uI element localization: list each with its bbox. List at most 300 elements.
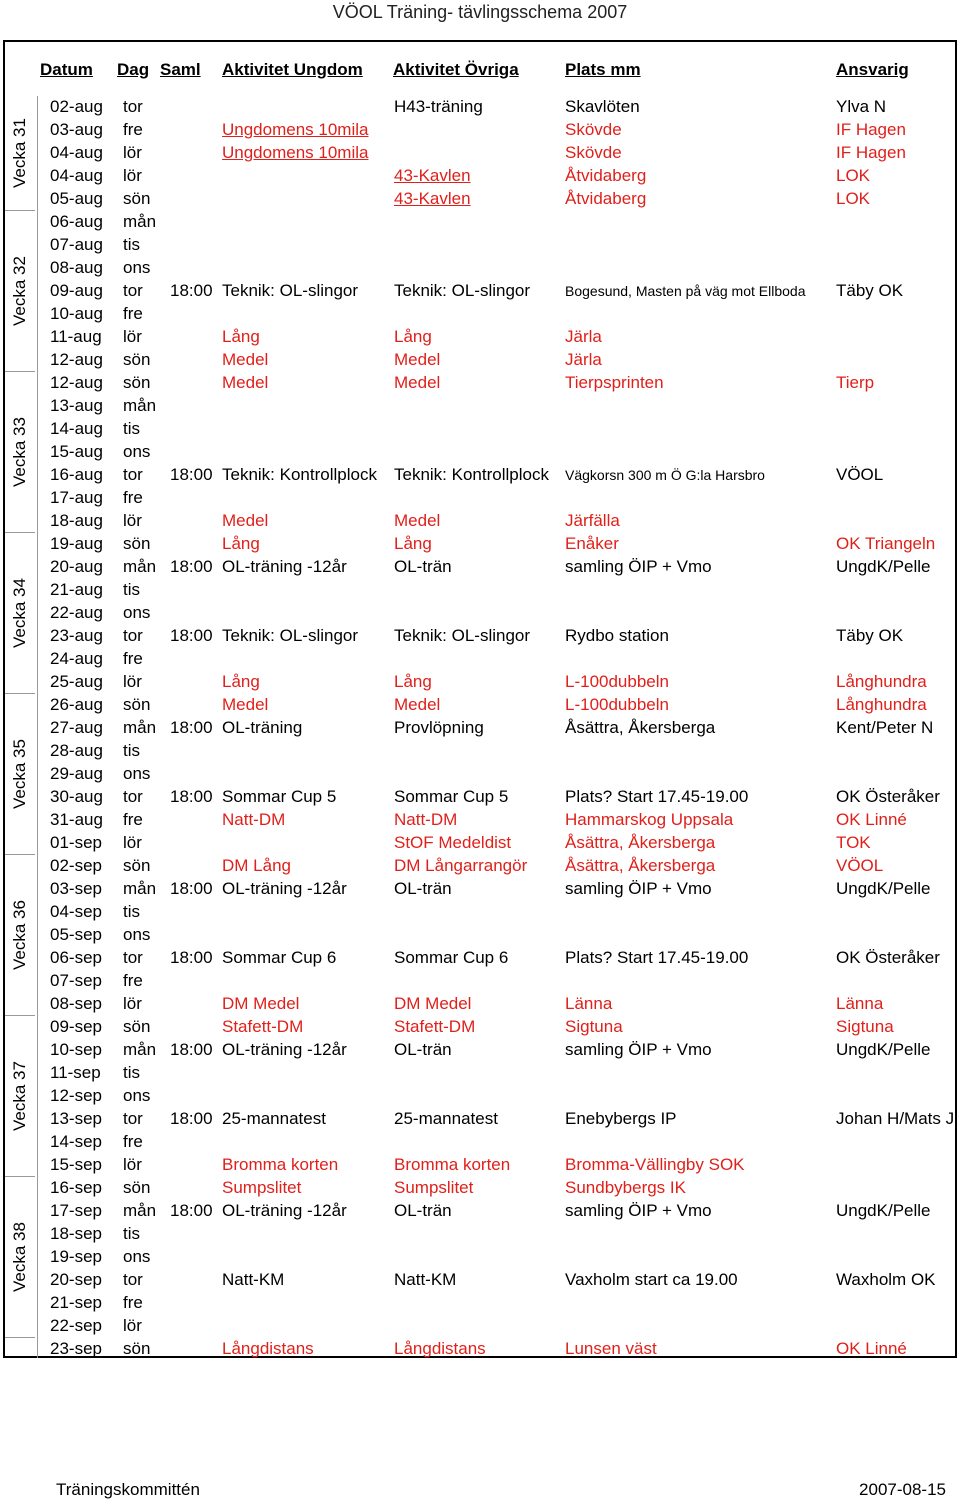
- cell-ansvarig: IF Hagen: [836, 143, 906, 162]
- week-label: Vecka 34: [10, 578, 29, 648]
- cell-dag: tis: [123, 1224, 140, 1243]
- cell-ansvarig: OK Linné: [836, 810, 907, 829]
- cell-plats: Järla: [565, 350, 602, 369]
- cell-datum: 17-aug: [50, 488, 103, 507]
- cell-dag: tor: [123, 787, 143, 806]
- cell-datum: 28-aug: [50, 741, 103, 760]
- table-row: [40, 533, 956, 556]
- cell-aktivitet-ovriga: Teknik: Kontrollplock: [394, 465, 549, 484]
- cell-datum: 22-aug: [50, 603, 103, 622]
- cell-dag: tis: [123, 741, 140, 760]
- table-row: [40, 556, 956, 579]
- table-row: [40, 855, 956, 878]
- table-row: [40, 188, 956, 211]
- cell-dag: lör: [123, 1155, 142, 1174]
- cell-dag: lör: [123, 672, 142, 691]
- cell-datum: 12-aug: [50, 373, 103, 392]
- cell-aktivitet-ovriga: 25-mannatest: [394, 1109, 498, 1128]
- cell-datum: 05-aug: [50, 189, 103, 208]
- cell-dag: sön: [123, 695, 151, 714]
- cell-ansvarig: OK Österåker: [836, 948, 940, 967]
- cell-aktivitet-ungdom: Natt-KM: [222, 1270, 285, 1289]
- cell-datum: 01-sep: [50, 833, 102, 852]
- cell-plats: Vaxholm start ca 19.00: [565, 1270, 738, 1289]
- cell-datum: 13-aug: [50, 396, 103, 415]
- cell-dag: tor: [123, 97, 143, 116]
- cell-plats: Plats? Start 17.45-19.00: [565, 787, 749, 806]
- cell-aktivitet-ungdom: OL-träning -12år: [222, 1040, 347, 1059]
- cell-saml: 18:00: [170, 281, 213, 300]
- cell-aktivitet-ovriga: Lång: [394, 672, 432, 691]
- cell-aktivitet-ungdom: Ungdomens 10mila: [222, 143, 369, 162]
- cell-dag: fre: [123, 810, 143, 829]
- cell-aktivitet-ovriga: 43-Kavlen: [394, 189, 471, 208]
- week-label: Vecka 38: [10, 1222, 29, 1292]
- cell-datum: 10-sep: [50, 1040, 102, 1059]
- table-row: [40, 1223, 956, 1246]
- cell-datum: 02-sep: [50, 856, 102, 875]
- cell-saml: 18:00: [170, 948, 213, 967]
- cell-datum: 24-aug: [50, 649, 103, 668]
- cell-saml: 18:00: [170, 879, 213, 898]
- table-row: [40, 510, 956, 533]
- cell-saml: 18:00: [170, 557, 213, 576]
- cell-dag: sön: [123, 189, 151, 208]
- cell-aktivitet-ovriga: Sumpslitet: [394, 1178, 474, 1197]
- cell-dag: sön: [123, 1339, 151, 1358]
- cell-dag: lör: [123, 1316, 142, 1335]
- table-row: [40, 924, 956, 947]
- cell-plats: L-100dubbeln: [565, 672, 669, 691]
- cell-aktivitet-ovriga: Teknik: OL-slingor: [394, 626, 531, 645]
- cell-plats: Plats? Start 17.45-19.00: [565, 948, 749, 967]
- cell-aktivitet-ungdom: Lång: [222, 327, 260, 346]
- cell-dag: lör: [123, 143, 142, 162]
- cell-datum: 04-aug: [50, 166, 103, 185]
- cell-datum: 03-aug: [50, 120, 103, 139]
- cell-datum: 22-sep: [50, 1316, 102, 1335]
- table-row: [40, 1292, 956, 1315]
- cell-dag: tis: [123, 902, 140, 921]
- cell-datum: 18-aug: [50, 511, 103, 530]
- cell-plats: Enebybergs IP: [565, 1109, 677, 1128]
- table-row: [40, 1108, 956, 1131]
- cell-datum: 09-aug: [50, 281, 103, 300]
- cell-datum: 14-aug: [50, 419, 103, 438]
- cell-aktivitet-ungdom: Sommar Cup 6: [222, 948, 337, 967]
- cell-plats: Järla: [565, 327, 602, 346]
- week-block: [5, 1016, 35, 1177]
- cell-aktivitet-ovriga: Medel: [394, 511, 441, 530]
- cell-aktivitet-ovriga: Natt-KM: [394, 1270, 457, 1289]
- cell-ansvarig: Länna: [836, 994, 884, 1013]
- cell-ansvarig: Långhundra: [836, 672, 927, 691]
- cell-plats: Skövde: [565, 120, 622, 139]
- cell-aktivitet-ungdom: 25-mannatest: [222, 1109, 326, 1128]
- cell-datum: 15-sep: [50, 1155, 102, 1174]
- table-row: [40, 717, 956, 740]
- cell-plats: Rydbo station: [565, 626, 669, 645]
- table-header: [40, 56, 956, 84]
- cell-dag: fre: [123, 1293, 143, 1312]
- cell-datum: 21-sep: [50, 1293, 102, 1312]
- cell-ansvarig: Kent/Peter N: [836, 718, 934, 737]
- cell-ansvarig: Johan H/Mats J: [836, 1109, 955, 1128]
- cell-aktivitet-ungdom: Natt-DM: [222, 810, 286, 829]
- table-row: [40, 625, 956, 648]
- cell-datum: 08-sep: [50, 994, 102, 1013]
- cell-plats: Sigtuna: [565, 1017, 623, 1036]
- cell-plats: Åsättra, Åkersberga: [565, 833, 716, 852]
- cell-aktivitet-ungdom: OL-träning -12år: [222, 557, 347, 576]
- cell-datum: 14-sep: [50, 1132, 102, 1151]
- cell-dag: fre: [123, 120, 143, 139]
- cell-aktivitet-ovriga: Lång: [394, 534, 432, 553]
- cell-dag: fre: [123, 488, 143, 507]
- cell-dag: sön: [123, 1017, 151, 1036]
- cell-aktivitet-ungdom: DM Medel: [222, 994, 300, 1013]
- cell-ansvarig: Waxholm OK: [836, 1270, 936, 1289]
- cell-saml: 18:00: [170, 718, 213, 737]
- cell-aktivitet-ungdom: Teknik: Kontrollplock: [222, 465, 377, 484]
- week-label: Vecka 35: [10, 739, 29, 809]
- cell-dag: ons: [123, 925, 151, 944]
- table-row: [40, 119, 956, 142]
- cell-datum: 23-sep: [50, 1339, 102, 1358]
- cell-datum: 29-aug: [50, 764, 103, 783]
- cell-aktivitet-ovriga: Teknik: OL-slingor: [394, 281, 531, 300]
- cell-datum: 16-sep: [50, 1178, 102, 1197]
- table-row: [40, 326, 956, 349]
- cell-plats: Sundbybergs IK: [565, 1178, 686, 1197]
- cell-datum: 18-sep: [50, 1224, 102, 1243]
- table-row: [40, 970, 956, 993]
- cell-datum: 30-aug: [50, 787, 103, 806]
- table-row: [40, 947, 956, 970]
- header-plats: Plats mm: [565, 60, 641, 79]
- cell-aktivitet-ovriga: Medel: [394, 350, 441, 369]
- table-row: [40, 418, 956, 441]
- cell-saml: 18:00: [170, 1109, 213, 1128]
- cell-plats: Åtvidaberg: [565, 166, 647, 185]
- cell-plats: samling ÖIP + Vmo: [565, 1040, 712, 1059]
- cell-aktivitet-ovriga: Natt-DM: [394, 810, 458, 829]
- schedule-rows: [40, 96, 956, 1361]
- cell-aktivitet-ovriga: Provlöpning: [394, 718, 484, 737]
- cell-plats: Hammarskog Uppsala: [565, 810, 734, 829]
- cell-dag: mån: [123, 212, 157, 231]
- cell-aktivitet-ovriga: StOF Medeldist: [394, 833, 512, 852]
- header-ansvarig: Ansvarig: [836, 60, 909, 79]
- cell-datum: 06-aug: [50, 212, 103, 231]
- table-row: [40, 901, 956, 924]
- cell-plats: Skövde: [565, 143, 622, 162]
- cell-dag: sön: [123, 373, 151, 392]
- table-row: [40, 809, 956, 832]
- week-block: [5, 694, 35, 855]
- table-row: [40, 648, 956, 671]
- cell-aktivitet-ungdom: OL-träning -12år: [222, 879, 347, 898]
- cell-dag: tis: [123, 235, 140, 254]
- cell-ansvarig: OK Linné: [836, 1339, 907, 1358]
- cell-datum: 21-aug: [50, 580, 103, 599]
- cell-ansvarig: LOK: [836, 189, 871, 208]
- cell-dag: ons: [123, 603, 151, 622]
- table-row: [40, 211, 956, 234]
- table-row: [40, 1315, 956, 1338]
- cell-datum: 16-aug: [50, 465, 103, 484]
- cell-datum: 09-sep: [50, 1017, 102, 1036]
- table-row: [40, 602, 956, 625]
- cell-aktivitet-ungdom: Bromma korten: [222, 1155, 339, 1174]
- table-row: [40, 1246, 956, 1269]
- cell-datum: 08-aug: [50, 258, 103, 277]
- cell-dag: ons: [123, 442, 151, 461]
- cell-ansvarig: VÖOL: [836, 856, 884, 875]
- week-block: [5, 372, 35, 533]
- cell-aktivitet-ungdom: Sommar Cup 5: [222, 787, 337, 806]
- cell-aktivitet-ungdom: Teknik: OL-slingor: [222, 626, 359, 645]
- cell-dag: lör: [123, 994, 142, 1013]
- table-row: [40, 303, 956, 326]
- cell-datum: 02-aug: [50, 97, 103, 116]
- cell-datum: 19-aug: [50, 534, 103, 553]
- cell-datum: 04-aug: [50, 143, 103, 162]
- table-row: [40, 1338, 956, 1361]
- cell-plats: Skavlöten: [565, 97, 640, 116]
- table-row: [40, 1177, 956, 1200]
- table-row: [40, 1016, 956, 1039]
- cell-datum: 06-sep: [50, 948, 102, 967]
- cell-aktivitet-ovriga: OL-trän: [394, 1040, 452, 1059]
- cell-aktivitet-ungdom: Medel: [222, 695, 269, 714]
- table-row: [40, 395, 956, 418]
- table-row: [40, 740, 956, 763]
- cell-datum: 12-sep: [50, 1086, 102, 1105]
- table-row: [40, 1200, 956, 1223]
- cell-datum: 13-sep: [50, 1109, 102, 1128]
- cell-datum: 31-aug: [50, 810, 103, 829]
- cell-datum: 05-sep: [50, 925, 102, 944]
- cell-aktivitet-ovriga: Medel: [394, 373, 441, 392]
- cell-dag: tor: [123, 465, 143, 484]
- cell-dag: lör: [123, 166, 142, 185]
- cell-plats: Tierpsprinten: [565, 373, 664, 392]
- header-dag: Dag: [117, 60, 150, 79]
- week-label: Vecka 31: [10, 118, 29, 188]
- cell-dag: ons: [123, 258, 151, 277]
- cell-dag: lör: [123, 511, 142, 530]
- cell-ansvarig: LOK: [836, 166, 871, 185]
- cell-aktivitet-ovriga: 43-Kavlen: [394, 166, 471, 185]
- header-aktivitet-ungdom: Aktivitet Ungdom: [222, 60, 363, 79]
- table-row: [40, 142, 956, 165]
- cell-plats: Bromma-Vällingby SOK: [565, 1155, 745, 1174]
- cell-dag: ons: [123, 1086, 151, 1105]
- cell-aktivitet-ovriga: Medel: [394, 695, 441, 714]
- cell-aktivitet-ovriga: DM Långarrangör: [394, 856, 528, 875]
- week-label: Vecka 33: [10, 417, 29, 487]
- cell-dag: mån: [123, 557, 157, 576]
- table-row: [40, 993, 956, 1016]
- cell-aktivitet-ovriga: Lång: [394, 327, 432, 346]
- week-block: [5, 533, 35, 694]
- week-column-divider: [37, 96, 38, 1358]
- cell-saml: 18:00: [170, 787, 213, 806]
- week-block: [5, 1177, 35, 1338]
- cell-aktivitet-ungdom: Medel: [222, 373, 269, 392]
- cell-aktivitet-ovriga: H43-träning: [394, 97, 483, 116]
- cell-plats: Åtvidaberg: [565, 189, 647, 208]
- cell-ansvarig: UngdK/Pelle: [836, 557, 931, 576]
- cell-aktivitet-ungdom: OL-träning -12år: [222, 1201, 347, 1220]
- cell-aktivitet-ungdom: Sumpslitet: [222, 1178, 302, 1197]
- cell-ansvarig: Täby OK: [836, 281, 904, 300]
- table-row: [40, 878, 956, 901]
- table-row: [40, 96, 956, 119]
- cell-aktivitet-ungdom: Långdistans: [222, 1339, 314, 1358]
- cell-plats: Åsättra, Åkersberga: [565, 718, 716, 737]
- table-row: [40, 832, 956, 855]
- cell-datum: 10-aug: [50, 304, 103, 323]
- cell-aktivitet-ovriga: Sommar Cup 6: [394, 948, 509, 967]
- cell-datum: 15-aug: [50, 442, 103, 461]
- cell-datum: 25-aug: [50, 672, 103, 691]
- cell-dag: sön: [123, 856, 151, 875]
- week-block: [5, 211, 35, 372]
- table-row: [40, 349, 956, 372]
- cell-plats: samling ÖIP + Vmo: [565, 1201, 712, 1220]
- table-row: [40, 763, 956, 786]
- cell-aktivitet-ovriga: OL-trän: [394, 879, 452, 898]
- cell-dag: fre: [123, 1132, 143, 1151]
- cell-dag: sön: [123, 350, 151, 369]
- cell-dag: fre: [123, 304, 143, 323]
- cell-dag: tor: [123, 281, 143, 300]
- week-label: Vecka 32: [10, 256, 29, 326]
- cell-datum: 03-sep: [50, 879, 102, 898]
- table-row: [40, 1085, 956, 1108]
- cell-datum: 11-sep: [50, 1063, 101, 1082]
- cell-dag: fre: [123, 649, 143, 668]
- cell-datum: 27-aug: [50, 718, 103, 737]
- table-row: [40, 1269, 956, 1292]
- cell-plats: Lunsen väst: [565, 1339, 657, 1358]
- cell-aktivitet-ovriga: Långdistans: [394, 1339, 486, 1358]
- cell-plats: Enåker: [565, 534, 619, 553]
- table-row: [40, 234, 956, 257]
- cell-ansvarig: UngdK/Pelle: [836, 879, 931, 898]
- cell-datum: 11-aug: [50, 327, 102, 346]
- cell-dag: lör: [123, 327, 142, 346]
- cell-ansvarig: Sigtuna: [836, 1017, 894, 1036]
- cell-datum: 04-sep: [50, 902, 102, 921]
- cell-ansvarig: Täby OK: [836, 626, 904, 645]
- table-row: [40, 694, 956, 717]
- footer-date: 2007-08-15: [859, 1480, 946, 1499]
- cell-dag: sön: [123, 1178, 151, 1197]
- cell-ansvarig: OK Österåker: [836, 787, 940, 806]
- cell-aktivitet-ungdom: OL-träning: [222, 718, 303, 737]
- cell-ansvarig: UngdK/Pelle: [836, 1201, 931, 1220]
- cell-ansvarig: Långhundra: [836, 695, 927, 714]
- cell-aktivitet-ovriga: Stafett-DM: [394, 1017, 476, 1036]
- cell-dag: fre: [123, 971, 143, 990]
- week-block: [5, 96, 35, 211]
- table-row: [40, 487, 956, 510]
- cell-datum: 20-aug: [50, 557, 103, 576]
- cell-dag: lör: [123, 833, 142, 852]
- cell-dag: ons: [123, 1247, 151, 1266]
- cell-plats: Vägkorsn 300 m Ö G:la Harsbro: [565, 467, 765, 483]
- table-row: [40, 257, 956, 280]
- cell-ansvarig: Ylva N: [836, 97, 887, 116]
- week-label: Vecka 37: [10, 1061, 29, 1131]
- footer-committee: Träningskommittén: [56, 1480, 200, 1499]
- cell-datum: 26-aug: [50, 695, 103, 714]
- cell-aktivitet-ovriga: OL-trän: [394, 1201, 452, 1220]
- table-row: [40, 372, 956, 395]
- cell-plats: Åsättra, Åkersberga: [565, 856, 716, 875]
- header-datum: Datum: [40, 60, 93, 79]
- cell-dag: tis: [123, 580, 140, 599]
- week-label: Vecka 36: [10, 900, 29, 970]
- cell-dag: mån: [123, 718, 157, 737]
- cell-aktivitet-ovriga: DM Medel: [394, 994, 472, 1013]
- table-row: [40, 464, 956, 487]
- table-row: [40, 441, 956, 464]
- table-row: [40, 1154, 956, 1177]
- cell-aktivitet-ungdom: Lång: [222, 672, 260, 691]
- cell-aktivitet-ungdom: Stafett-DM: [222, 1017, 304, 1036]
- cell-dag: tis: [123, 1063, 140, 1082]
- cell-aktivitet-ovriga: Bromma korten: [394, 1155, 511, 1174]
- cell-aktivitet-ovriga: OL-trän: [394, 557, 452, 576]
- table-row: [40, 1131, 956, 1154]
- cell-aktivitet-ungdom: Medel: [222, 511, 269, 530]
- cell-dag: tor: [123, 626, 143, 645]
- page-title: VÖOL Träning- tävlingsschema 2007: [332, 2, 628, 22]
- cell-saml: 18:00: [170, 1201, 213, 1220]
- table-row: [40, 280, 956, 303]
- header-aktivitet-ovriga: Aktivitet Övriga: [393, 60, 519, 79]
- header-saml: Saml: [160, 60, 201, 79]
- cell-ansvarig: Tierp: [836, 373, 875, 392]
- cell-saml: 18:00: [170, 465, 213, 484]
- cell-dag: tor: [123, 948, 143, 967]
- cell-dag: sön: [123, 534, 151, 553]
- table-row: [40, 1062, 956, 1085]
- cell-plats: samling ÖIP + Vmo: [565, 557, 712, 576]
- cell-dag: mån: [123, 396, 157, 415]
- cell-dag: tor: [123, 1270, 143, 1289]
- cell-aktivitet-ungdom: Lång: [222, 534, 260, 553]
- cell-datum: 12-aug: [50, 350, 103, 369]
- cell-plats: Länna: [565, 994, 613, 1013]
- cell-dag: tor: [123, 1109, 143, 1128]
- cell-plats: Järfälla: [565, 511, 620, 530]
- cell-dag: tis: [123, 419, 140, 438]
- cell-aktivitet-ungdom: Ungdomens 10mila: [222, 120, 369, 139]
- cell-ansvarig: VÖOL: [836, 465, 884, 484]
- cell-ansvarig: UngdK/Pelle: [836, 1040, 931, 1059]
- cell-saml: 18:00: [170, 1040, 213, 1059]
- cell-dag: mån: [123, 1040, 157, 1059]
- cell-aktivitet-ungdom: DM Lång: [222, 856, 291, 875]
- table-row: [40, 671, 956, 694]
- cell-plats: samling ÖIP + Vmo: [565, 879, 712, 898]
- cell-dag: mån: [123, 1201, 157, 1220]
